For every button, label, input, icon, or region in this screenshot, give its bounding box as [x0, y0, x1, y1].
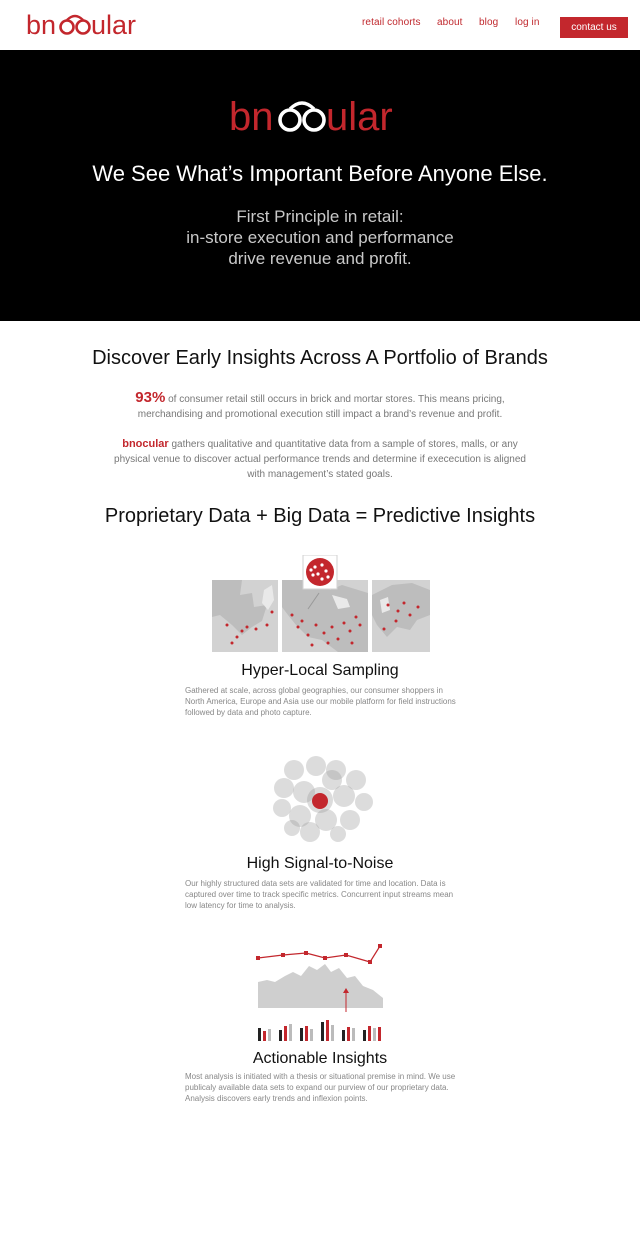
svg-text:bn: bn: [26, 10, 57, 40]
principle-line: in-store execution and performance: [186, 228, 454, 247]
stat-paragraph: [110, 390, 530, 422]
brand-paragraph: [110, 437, 530, 482]
proprietary-heading: Proprietary Data + Big Data = Predictive Insights: [104, 505, 536, 527]
insights-chart-icon: [255, 942, 385, 1044]
world-map-icon: [212, 555, 430, 653]
brand-word: bnocular: [122, 438, 169, 450]
principle-line: First Principle in retail:: [236, 207, 404, 226]
feature-description: Gathered at scale, across global geographies, our consumer shoppers in North America, Europe and Asia use our mobile platform for field instructions followed by data and photo capture.: [185, 686, 456, 717]
principle-line: drive revenue and profit.: [228, 249, 412, 268]
nav-retail-cohorts[interactable]: retail cohorts: [362, 17, 421, 28]
feature-title: High Signal-to-Noise: [246, 855, 394, 872]
nav-about[interactable]: about: [437, 17, 463, 28]
signal-noise-icon: [270, 752, 375, 844]
brand-logo-small[interactable]: [26, 10, 148, 40]
feature-description: Most analysis is initiated with a thesis or situational premise in mind. We use publicaly available data sets to expand our purview of our proprietary data. Analysis discovers early trends and inflexion points.: [185, 1072, 456, 1103]
site-header: [0, 0, 640, 50]
contact-us-button[interactable]: contact us: [560, 17, 628, 38]
feature-title: Actionable Insights: [252, 1050, 388, 1067]
hero-principle: [0, 206, 640, 269]
stat-value: 93%: [135, 389, 166, 406]
stat-text: of consumer retail still occurs in brick and mortar stores. This means pricing, merchandising and promotional execution still impact a brand’s revenue and profit.: [137, 394, 505, 420]
hero-banner: [0, 50, 640, 321]
nav-blog[interactable]: blog: [479, 17, 499, 28]
feature-title: Hyper-Local Sampling: [241, 662, 399, 679]
brand-text: gathers qualitative and quantitative data from a sample of stores, malls, or any physical venue to discover actual performance trends and determine if exececution is aligned with management’s stated goals.: [114, 439, 526, 480]
svg-text:bn: bn: [229, 95, 274, 139]
discover-heading: Discover Early Insights Across A Portfolio of Brands: [92, 347, 548, 369]
feature-description: Our highly structured data sets are validated for time and location. Data is captured over time to track specific metrics. Concurrent input streams mean low latency for time to analysis.: [185, 879, 454, 910]
nav-log-in[interactable]: log in: [515, 17, 540, 28]
svg-text:ular: ular: [326, 95, 393, 139]
hero-tagline: We See What’s Important Before Anyone Else.: [92, 161, 548, 186]
svg-text:ular: ular: [91, 10, 137, 40]
brand-logo-large: [229, 95, 411, 139]
